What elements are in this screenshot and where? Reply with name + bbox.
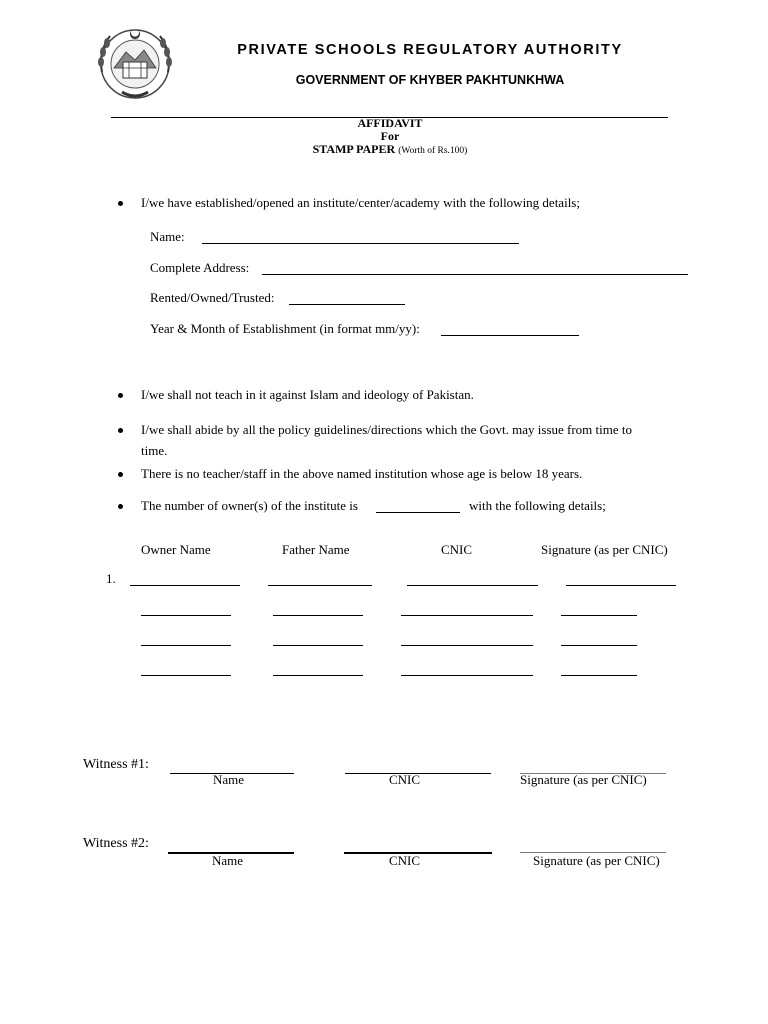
signature-line[interactable] — [566, 585, 676, 586]
father-name-header: Father Name — [282, 542, 350, 557]
witness-1-name-caption: Name — [213, 772, 245, 787]
witness-1-label: Witness #1: — [83, 757, 149, 772]
owner-name-line[interactable] — [141, 615, 231, 616]
owner-name-line[interactable] — [141, 645, 231, 646]
cnic-line[interactable] — [401, 645, 533, 646]
owner-count-field-line[interactable] — [376, 512, 460, 513]
statement-age: There is no teacher/staff in the above named institution whose age is below 18 years. — [141, 466, 583, 481]
signature-line[interactable] — [561, 675, 637, 676]
statement-policy-line1: I/we shall abide by all the policy guidelines/directions which the Govt. may issue from time to — [141, 422, 633, 437]
signature-line[interactable] — [561, 615, 637, 616]
government-heading: GOVERNMENT OF KHYBER PAKHTUNKHWA — [295, 73, 565, 87]
owner-name-line[interactable] — [130, 585, 240, 586]
authority-heading: PRIVATE SCHOOLS REGULATORY AUTHORITY — [237, 42, 623, 58]
signature-header: Signature (as per CNIC) — [541, 542, 668, 557]
witness-2-cnic-caption: CNIC — [389, 853, 421, 868]
owner-name-line[interactable] — [141, 675, 231, 676]
bullet-dot — [118, 201, 123, 206]
address-field-line[interactable] — [262, 274, 688, 275]
witness-2-name-caption: Name — [212, 853, 244, 868]
affidavit-title: AFFIDAVIT — [357, 116, 423, 130]
witness-1-cnic-caption: CNIC — [389, 772, 421, 787]
address-label: Complete Address: — [150, 260, 250, 275]
stamp-paper-label: STAMP PAPER — [312, 142, 396, 156]
name-label: Name: — [150, 229, 185, 244]
establishment-label: Year & Month of Establishment (in format mm/yy): — [150, 321, 420, 336]
father-name-line[interactable] — [273, 675, 363, 676]
affidavit-for: For — [380, 129, 400, 143]
kp-emblem-logo — [92, 22, 178, 102]
statement-islam: I/we shall not teach in it against Islam and ideology of Pakistan. — [141, 387, 474, 402]
statement-owners-end: with the following details; — [469, 498, 606, 513]
statement-established: I/we have established/opened an institute/center/academy with the following details; — [141, 195, 580, 210]
father-name-line[interactable] — [268, 585, 372, 586]
father-name-line[interactable] — [273, 615, 363, 616]
ownership-label: Rented/Owned/Trusted: — [150, 290, 275, 305]
bullet-dot — [118, 428, 123, 433]
affidavit-stamp-line — [0, 142, 768, 157]
statement-policy-line2: time. — [141, 443, 168, 458]
cnic-line[interactable] — [401, 675, 533, 676]
cnic-line[interactable] — [401, 615, 533, 616]
owner-row-number: 1. — [106, 571, 116, 586]
stamp-paper-worth: (Worth of Rs.100) — [398, 146, 468, 156]
cnic-header: CNIC — [441, 542, 473, 557]
bullet-dot — [118, 393, 123, 398]
signature-line[interactable] — [561, 645, 637, 646]
bullet-dot — [118, 504, 123, 509]
witness-2-label: Witness #2: — [83, 836, 149, 851]
ownership-field-line[interactable] — [289, 304, 405, 305]
witness-1-signature-caption: Signature (as per CNIC) — [520, 772, 647, 787]
father-name-line[interactable] — [273, 645, 363, 646]
bullet-dot — [118, 472, 123, 477]
establishment-field-line[interactable] — [441, 335, 579, 336]
owner-name-header: Owner Name — [141, 542, 211, 557]
cnic-line[interactable] — [407, 585, 538, 586]
name-field-line[interactable] — [202, 243, 519, 244]
witness-2-signature-caption: Signature (as per CNIC) — [533, 853, 660, 868]
statement-owners-start: The number of owner(s) of the institute is — [141, 498, 358, 513]
